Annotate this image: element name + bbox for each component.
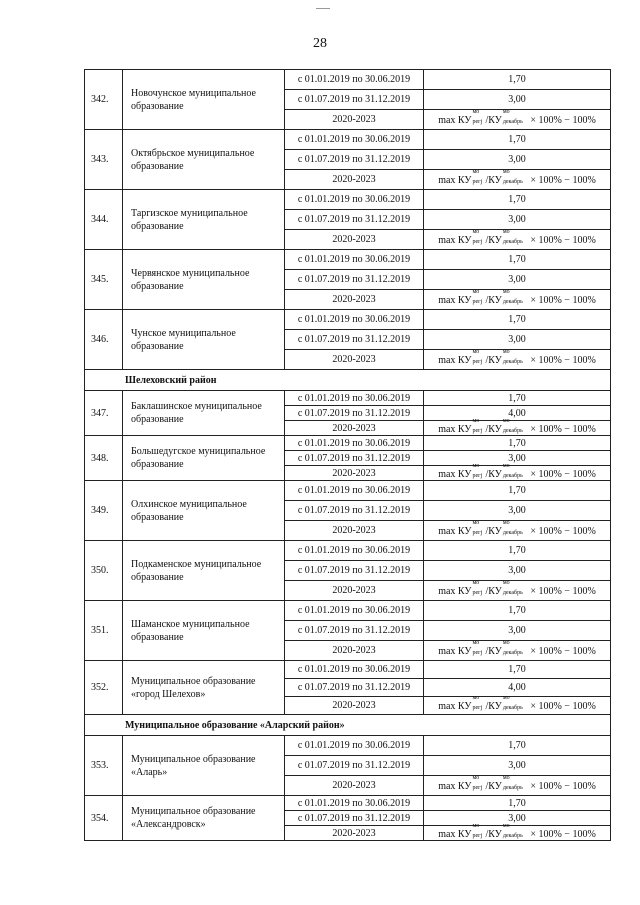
value-cell: 3,00 bbox=[424, 451, 611, 466]
formula-sub2: декабрь bbox=[502, 832, 523, 839]
municipality-name: Червянское муниципальное образование bbox=[123, 250, 285, 310]
value-cell: 1,70 bbox=[424, 250, 611, 270]
formula-sup2: мо bbox=[502, 417, 510, 424]
period-cell: с 01.07.2019 по 31.12.2019 bbox=[285, 270, 424, 290]
row-number: 353. bbox=[85, 736, 123, 796]
formula-prefix: max КУ bbox=[438, 423, 472, 435]
value-cell: 1,70 bbox=[424, 541, 611, 561]
period-cell: с 01.07.2019 по 31.12.2019 bbox=[285, 150, 424, 170]
formula-prefix: max КУ bbox=[438, 175, 472, 186]
formula-prefix: max КУ bbox=[438, 295, 472, 306]
value-cell: 1,70 bbox=[424, 661, 611, 679]
formula-cell bbox=[424, 230, 611, 250]
section-heading: Шелеховский район bbox=[85, 370, 611, 391]
row-number: 349. bbox=[85, 481, 123, 541]
formula-cell bbox=[424, 822, 611, 841]
formula-sub2: декабрь bbox=[502, 472, 523, 479]
formula-prefix: max КУ bbox=[438, 586, 472, 597]
table-row bbox=[85, 601, 611, 621]
value-cell: 1,70 bbox=[424, 436, 611, 451]
formula-sub1: регj bbox=[472, 359, 483, 365]
table-row bbox=[85, 190, 611, 210]
value-cell: 1,70 bbox=[424, 796, 611, 811]
index-formula bbox=[438, 520, 596, 537]
formula-sup2: мо bbox=[502, 520, 510, 526]
value-cell: 1,70 bbox=[424, 70, 611, 90]
formula-sup2: мо bbox=[502, 349, 510, 355]
formula-sub1: регj bbox=[472, 530, 483, 536]
formula-sup2: мо bbox=[502, 109, 510, 115]
period-cell: с 01.01.2019 по 30.06.2019 bbox=[285, 130, 424, 150]
period-cell: 2020-2023 bbox=[285, 421, 424, 436]
formula-slash: /КУ bbox=[485, 355, 502, 366]
period-cell: с 01.01.2019 по 30.06.2019 bbox=[285, 310, 424, 330]
formula-cell bbox=[424, 417, 611, 436]
section-heading-row bbox=[85, 370, 611, 391]
period-cell: 2020-2023 bbox=[285, 521, 424, 541]
formula-slash: /КУ bbox=[485, 586, 502, 597]
value-cell: 1,70 bbox=[424, 190, 611, 210]
formula-sub2: декабрь bbox=[502, 590, 523, 596]
period-cell: с 01.07.2019 по 31.12.2019 bbox=[285, 210, 424, 230]
municipality-name: Муниципальное образование «город Шелехов» bbox=[123, 661, 285, 715]
row-number: 348. bbox=[85, 436, 123, 481]
table-row bbox=[85, 736, 611, 756]
row-number: 346. bbox=[85, 310, 123, 370]
formula-suffix: × 100% − 100% bbox=[527, 646, 596, 657]
formula-suffix: × 100% − 100% bbox=[527, 828, 596, 840]
formula-sup1: мо bbox=[472, 775, 480, 781]
top-mark bbox=[316, 8, 330, 9]
value-cell: 3,00 bbox=[424, 756, 611, 776]
period-cell: с 01.01.2019 по 30.06.2019 bbox=[285, 796, 424, 811]
period-cell: с 01.01.2019 по 30.06.2019 bbox=[285, 190, 424, 210]
municipality-name: Октябрьское муниципальное образование bbox=[123, 130, 285, 190]
index-formula bbox=[438, 462, 596, 480]
formula-suffix: × 100% − 100% bbox=[527, 175, 596, 186]
section-heading: Муниципальное образование «Аларский район» bbox=[85, 715, 611, 736]
value-cell: 3,00 bbox=[424, 621, 611, 641]
table-row bbox=[85, 130, 611, 150]
formula-suffix: × 100% − 100% bbox=[527, 115, 596, 126]
municipality-name: Олхинское муниципальное образование bbox=[123, 481, 285, 541]
index-formula bbox=[438, 580, 596, 597]
period-cell: 2020-2023 bbox=[285, 826, 424, 841]
value-cell: 1,70 bbox=[424, 130, 611, 150]
formula-suffix: × 100% − 100% bbox=[527, 526, 596, 537]
municipality-name: Таргизское муниципальное образование bbox=[123, 190, 285, 250]
formula-prefix: max КУ bbox=[438, 526, 472, 537]
index-formula bbox=[438, 822, 596, 840]
period-cell: 2020-2023 bbox=[285, 290, 424, 310]
formula-sub2: декабрь bbox=[502, 299, 523, 305]
formula-cell bbox=[424, 776, 611, 796]
formula-sub2: декабрь bbox=[502, 785, 523, 791]
period-cell: с 01.07.2019 по 31.12.2019 bbox=[285, 501, 424, 521]
period-cell: с 01.07.2019 по 31.12.2019 bbox=[285, 756, 424, 776]
period-cell: 2020-2023 bbox=[285, 350, 424, 370]
formula-sub1: регj bbox=[472, 472, 483, 479]
formula-sup1: мо bbox=[472, 229, 480, 235]
formula-suffix: × 100% − 100% bbox=[527, 295, 596, 306]
formula-sup1: мо bbox=[472, 520, 480, 526]
value-cell: 3,00 bbox=[424, 210, 611, 230]
table-row bbox=[85, 70, 611, 90]
period-cell: 2020-2023 bbox=[285, 110, 424, 130]
index-formula bbox=[438, 695, 596, 712]
period-cell: с 01.01.2019 по 30.06.2019 bbox=[285, 736, 424, 756]
formula-sub1: регj bbox=[472, 179, 483, 185]
period-cell: с 01.01.2019 по 30.06.2019 bbox=[285, 601, 424, 621]
index-formula bbox=[438, 169, 596, 186]
value-cell: 4,00 bbox=[424, 406, 611, 421]
formula-sup1: мо bbox=[472, 462, 480, 469]
formula-sub1: регj bbox=[472, 785, 483, 791]
period-cell: 2020-2023 bbox=[285, 466, 424, 481]
index-formula bbox=[438, 640, 596, 657]
municipality-name: Баклашинское муниципальное образование bbox=[123, 391, 285, 436]
section-heading-row bbox=[85, 715, 611, 736]
row-number: 343. bbox=[85, 130, 123, 190]
value-cell: 1,70 bbox=[424, 736, 611, 756]
formula-slash: /КУ bbox=[485, 646, 502, 657]
value-cell: 3,00 bbox=[424, 561, 611, 581]
index-formula bbox=[438, 109, 596, 126]
period-cell: 2020-2023 bbox=[285, 581, 424, 601]
formula-sup2: мо bbox=[502, 169, 510, 175]
index-formula bbox=[438, 775, 596, 792]
formula-prefix: max КУ bbox=[438, 828, 472, 840]
formula-sub1: регj bbox=[472, 239, 483, 245]
row-number: 351. bbox=[85, 601, 123, 661]
formula-sub2: декабрь bbox=[502, 705, 523, 711]
value-cell: 3,00 bbox=[424, 90, 611, 110]
formula-sup2: мо bbox=[502, 229, 510, 235]
formula-prefix: max КУ bbox=[438, 701, 472, 712]
value-cell: 1,70 bbox=[424, 391, 611, 406]
period-cell: с 01.01.2019 по 30.06.2019 bbox=[285, 70, 424, 90]
row-number: 354. bbox=[85, 796, 123, 841]
formula-sub2: декабрь bbox=[502, 179, 523, 185]
period-cell: с 01.07.2019 по 31.12.2019 bbox=[285, 90, 424, 110]
formula-sup1: мо bbox=[472, 169, 480, 175]
formula-suffix: × 100% − 100% bbox=[527, 586, 596, 597]
formula-suffix: × 100% − 100% bbox=[527, 701, 596, 712]
index-formula bbox=[438, 417, 596, 435]
row-number: 344. bbox=[85, 190, 123, 250]
formula-sub1: регj bbox=[472, 299, 483, 305]
formula-cell bbox=[424, 521, 611, 541]
formula-sub2: декабрь bbox=[502, 427, 523, 434]
row-number: 350. bbox=[85, 541, 123, 601]
formula-prefix: max КУ bbox=[438, 781, 472, 792]
period-cell: 2020-2023 bbox=[285, 170, 424, 190]
period-cell: с 01.01.2019 по 30.06.2019 bbox=[285, 436, 424, 451]
tariff-table bbox=[84, 69, 611, 841]
municipality-name: Новочунское муниципальное образование bbox=[123, 70, 285, 130]
formula-sub2: декабрь bbox=[502, 530, 523, 536]
formula-prefix: max КУ bbox=[438, 355, 472, 366]
formula-slash: /КУ bbox=[485, 701, 502, 712]
municipality-name: Муниципальное образование «Аларь» bbox=[123, 736, 285, 796]
formula-sub2: декабрь bbox=[502, 359, 523, 365]
formula-prefix: max КУ bbox=[438, 468, 472, 480]
table-row bbox=[85, 391, 611, 406]
formula-sup2: мо bbox=[502, 289, 510, 295]
formula-cell bbox=[424, 462, 611, 481]
formula-cell bbox=[424, 290, 611, 310]
value-cell: 3,00 bbox=[424, 270, 611, 290]
row-number: 342. bbox=[85, 70, 123, 130]
index-formula bbox=[438, 349, 596, 366]
period-cell: 2020-2023 bbox=[285, 776, 424, 796]
formula-slash: /КУ bbox=[485, 295, 502, 306]
formula-sub2: декабрь bbox=[502, 119, 523, 125]
period-cell: 2020-2023 bbox=[285, 641, 424, 661]
formula-prefix: max КУ bbox=[438, 646, 472, 657]
formula-suffix: × 100% − 100% bbox=[527, 468, 596, 480]
formula-slash: /КУ bbox=[485, 235, 502, 246]
value-cell: 3,00 bbox=[424, 330, 611, 350]
formula-cell bbox=[424, 697, 611, 715]
formula-sup1: мо bbox=[472, 640, 480, 646]
value-cell: 3,00 bbox=[424, 811, 611, 826]
value-cell: 1,70 bbox=[424, 310, 611, 330]
period-cell: с 01.07.2019 по 31.12.2019 bbox=[285, 451, 424, 466]
table-row bbox=[85, 796, 611, 811]
formula-sub1: регj bbox=[472, 590, 483, 596]
formula-sup1: мо bbox=[472, 695, 480, 701]
value-cell: 1,70 bbox=[424, 481, 611, 501]
formula-slash: /КУ bbox=[485, 468, 502, 480]
formula-suffix: × 100% − 100% bbox=[527, 235, 596, 246]
formula-sub2: декабрь bbox=[502, 650, 523, 656]
period-cell: с 01.07.2019 по 31.12.2019 bbox=[285, 679, 424, 697]
period-cell: с 01.01.2019 по 30.06.2019 bbox=[285, 391, 424, 406]
period-cell: с 01.07.2019 по 31.12.2019 bbox=[285, 811, 424, 826]
formula-sub1: регj bbox=[472, 832, 483, 839]
formula-suffix: × 100% − 100% bbox=[527, 423, 596, 435]
formula-sup2: мо bbox=[502, 640, 510, 646]
formula-suffix: × 100% − 100% bbox=[527, 781, 596, 792]
formula-sup1: мо bbox=[472, 822, 480, 829]
page-number: 28 bbox=[313, 36, 327, 51]
formula-sup1: мо bbox=[472, 580, 480, 586]
period-cell: с 01.07.2019 по 31.12.2019 bbox=[285, 330, 424, 350]
formula-sub1: регj bbox=[472, 427, 483, 434]
value-cell: 1,70 bbox=[424, 601, 611, 621]
municipality-name: Подкаменское муниципальное образование bbox=[123, 541, 285, 601]
period-cell: с 01.01.2019 по 30.06.2019 bbox=[285, 481, 424, 501]
formula-slash: /КУ bbox=[485, 423, 502, 435]
formula-sup2: мо bbox=[502, 822, 510, 829]
formula-slash: /КУ bbox=[485, 828, 502, 840]
formula-slash: /КУ bbox=[485, 781, 502, 792]
table-row bbox=[85, 310, 611, 330]
formula-prefix: max КУ bbox=[438, 115, 472, 126]
formula-suffix: × 100% − 100% bbox=[527, 355, 596, 366]
formula-sup2: мо bbox=[502, 695, 510, 701]
formula-cell bbox=[424, 641, 611, 661]
period-cell: 2020-2023 bbox=[285, 230, 424, 250]
formula-sub1: регj bbox=[472, 705, 483, 711]
row-number: 345. bbox=[85, 250, 123, 310]
formula-sub2: декабрь bbox=[502, 239, 523, 245]
value-cell: 3,00 bbox=[424, 501, 611, 521]
formula-cell bbox=[424, 350, 611, 370]
formula-slash: /КУ bbox=[485, 115, 502, 126]
formula-slash: /КУ bbox=[485, 526, 502, 537]
formula-sub1: регj bbox=[472, 119, 483, 125]
formula-cell bbox=[424, 581, 611, 601]
row-number: 347. bbox=[85, 391, 123, 436]
municipality-name: Муниципальное образование «Александровск» bbox=[123, 796, 285, 841]
formula-sup1: мо bbox=[472, 109, 480, 115]
formula-sup1: мо bbox=[472, 289, 480, 295]
table-row bbox=[85, 436, 611, 451]
period-cell: с 01.07.2019 по 31.12.2019 bbox=[285, 406, 424, 421]
formula-prefix: max КУ bbox=[438, 235, 472, 246]
index-formula bbox=[438, 229, 596, 246]
formula-slash: /КУ bbox=[485, 175, 502, 186]
index-formula bbox=[438, 289, 596, 306]
table-row bbox=[85, 250, 611, 270]
table-row bbox=[85, 661, 611, 679]
formula-sub1: регj bbox=[472, 650, 483, 656]
period-cell: с 01.01.2019 по 30.06.2019 bbox=[285, 661, 424, 679]
municipality-name: Шаманское муниципальное образование bbox=[123, 601, 285, 661]
municipality-name: Чунское муниципальное образование bbox=[123, 310, 285, 370]
value-cell: 3,00 bbox=[424, 150, 611, 170]
formula-sup2: мо bbox=[502, 775, 510, 781]
period-cell: с 01.01.2019 по 30.06.2019 bbox=[285, 250, 424, 270]
formula-cell bbox=[424, 170, 611, 190]
formula-cell bbox=[424, 110, 611, 130]
period-cell: с 01.07.2019 по 31.12.2019 bbox=[285, 561, 424, 581]
table-row bbox=[85, 481, 611, 501]
period-cell: 2020-2023 bbox=[285, 697, 424, 715]
period-cell: с 01.01.2019 по 30.06.2019 bbox=[285, 541, 424, 561]
municipality-name: Большедугское муниципальное образование bbox=[123, 436, 285, 481]
value-cell: 4,00 bbox=[424, 679, 611, 697]
formula-sup2: мо bbox=[502, 462, 510, 469]
row-number: 352. bbox=[85, 661, 123, 715]
formula-sup2: мо bbox=[502, 580, 510, 586]
table-row bbox=[85, 541, 611, 561]
formula-sup1: мо bbox=[472, 417, 480, 424]
period-cell: с 01.07.2019 по 31.12.2019 bbox=[285, 621, 424, 641]
formula-sup1: мо bbox=[472, 349, 480, 355]
